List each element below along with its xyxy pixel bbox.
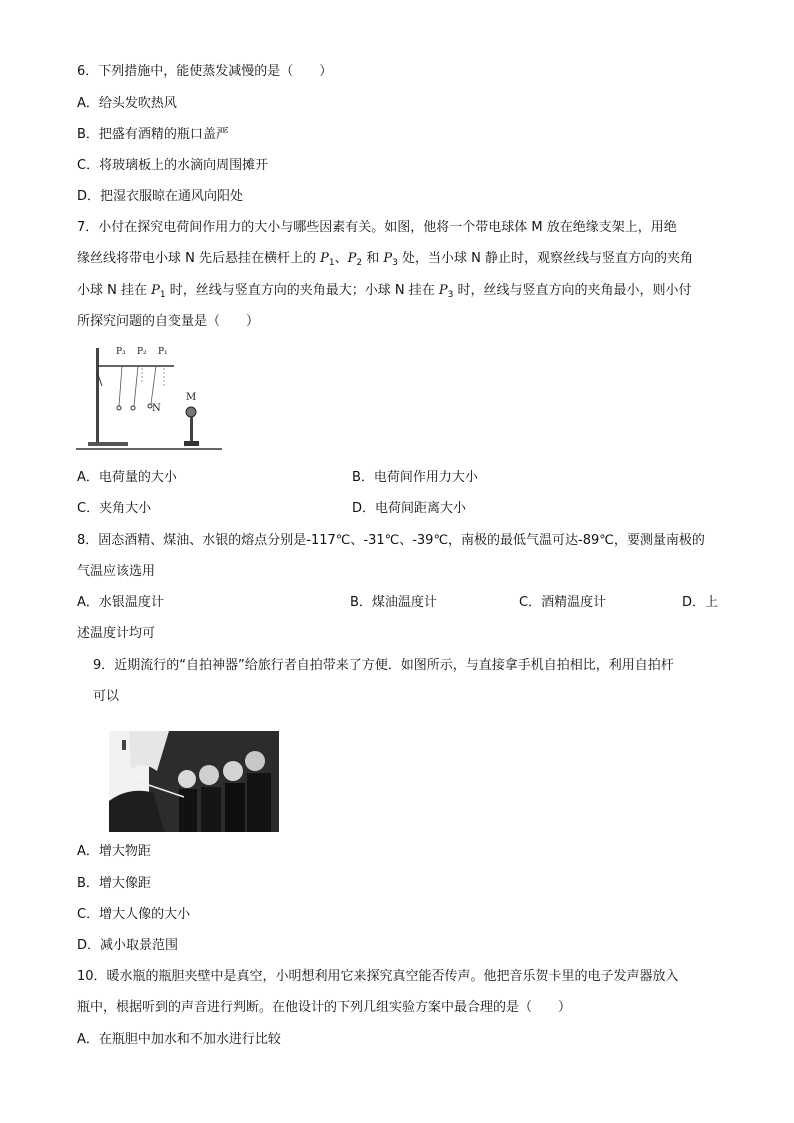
q8-option-d: D．上 (682, 595, 719, 610)
q7-stem-line3: 小球 N 挂在 $P_1$ 时，丝线与竖直方向的夹角最大；小球 N 挂在 $P_3$ 时，丝线与竖直方向的夹角最小，则小付 (77, 283, 692, 300)
q7-stem-line2: 缘丝线将带电小球 N 先后悬挂在横杆上的 $P_1$、$P_2$ 和 $P_3$ 处，当小球 N 静止时，观察丝线与竖直方向的夹角 (77, 251, 693, 268)
q9-stem-line1: 9．近期流行的“自拍神器”给旅行者自拍带来了方便．如图所示，与直接拿手机自拍相比，利用自拍杆 (93, 658, 674, 673)
q7-option-c: C．夹角大小 (77, 501, 152, 516)
q9-option-c: C．增大人像的大小 (77, 907, 191, 922)
q6-option-c: C．将玻璃板上的水滴向周围摊开 (77, 158, 269, 173)
q7-stem-line4: 所探究问题的自变量是（ ） (77, 314, 260, 329)
q10-stem-line1: 10．暖水瓶的瓶胆夹壁中是真空，小明想利用它来探究真空能否传声。他把音乐贺卡里的电子发声器放入 (77, 969, 679, 984)
q6-option-b: B．把盛有酒精的瓶口盖严 (77, 127, 229, 142)
charge-apparatus-figure (76, 342, 222, 454)
q9-stem-line2: 可以 (93, 689, 120, 704)
q7-option-b: B．电荷间作用力大小 (352, 470, 478, 485)
q8-option-b: B．煤油温度计 (350, 595, 437, 610)
q7-option-d: D．电荷间距离大小 (352, 501, 467, 516)
label-p3: P₃ (116, 347, 126, 357)
q6-option-a: A．给头发吹热风 (77, 96, 177, 111)
q10-stem-line2: 瓶中，根据听到的声音进行判断。在他设计的下列几组实验方案中最合理的是（ ） (77, 1000, 572, 1015)
q8-stem-line2: 气温应该选用 (77, 564, 156, 579)
q7-stem-line1: 7．小付在探究电荷间作用力的大小与哪些因素有关。如图，他将一个带电球体 M 放在绝缘支架上，用绝 (77, 220, 677, 235)
q6-option-d: D．把湿衣服晾在通风向阳处 (77, 189, 244, 204)
q9-option-a: A．增大物距 (77, 844, 151, 859)
label-p1: P₁ (158, 347, 168, 357)
label-m: M (186, 392, 197, 403)
q7-option-a: A．电荷量的大小 (77, 470, 177, 485)
q8-option-c: C．酒精温度计 (519, 595, 607, 610)
selfie-stick-photo (109, 731, 279, 832)
q8-option-d-continued: 述温度计均可 (77, 626, 156, 641)
label-p2: P₂ (137, 347, 147, 357)
q9-option-d: D．减小取景范围 (77, 938, 179, 953)
q8-stem-line1: 8．固态酒精、煤油、水银的熔点分别是-117℃、-31℃、-39℃，南极的最低气温可达-89℃，要测量南极的 (77, 533, 705, 548)
q9-option-b: B．增大像距 (77, 876, 151, 891)
q8-option-a: A．水银温度计 (77, 595, 164, 610)
q6-stem: 6．下列措施中，能使蒸发减慢的是（ ） (77, 64, 333, 79)
label-n: N (152, 403, 161, 414)
q10-option-a: A．在瓶胆中加水和不加水进行比较 (77, 1032, 281, 1047)
